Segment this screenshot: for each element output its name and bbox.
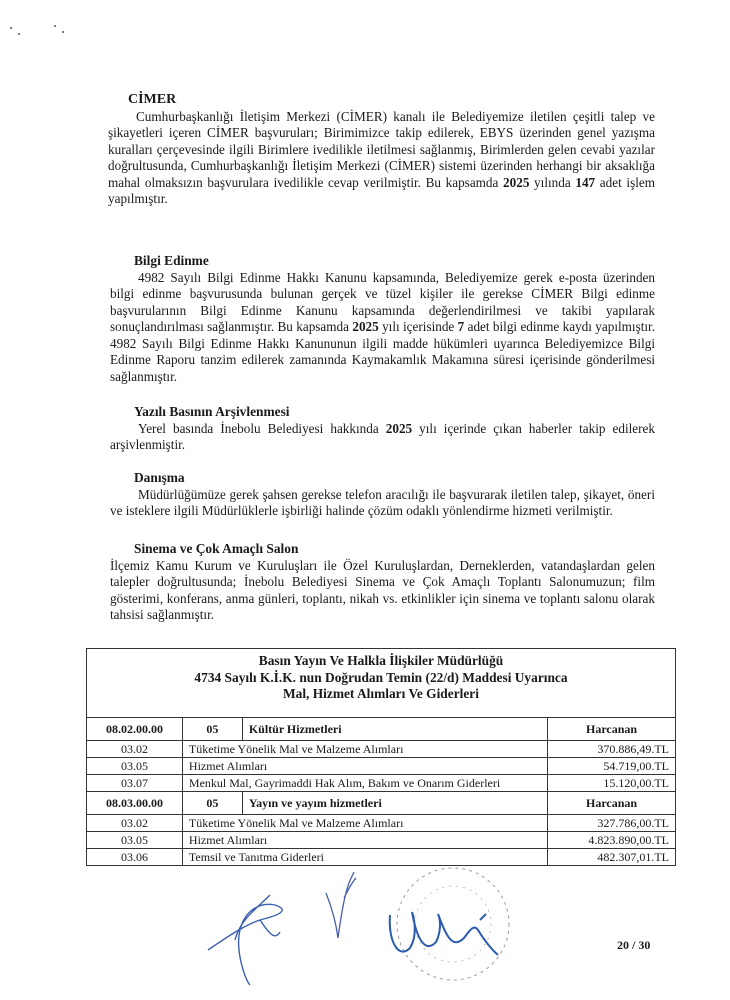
section-paragraph: 4982 Sayılı Bilgi Edinme Hakkı Kanunu kapsamında, Belediyemize gerek e-posta üzerinden bilgi edinme başvurusunda bulunan gerçek ve tüzel kişiler ile gerekse CİMER Bilgi edinme başvurularının Bilgi Edinme Kanunu kapsamında değerlendirilmesi ve takibi yapılarak sonuçlandırılması sağlanmıştır. Bu kapsamda 2025 yılı içerisinde 7 adet bilgi edinme kaydı yapılmıştır. 4982 Sayılı Bilgi Edinme Hakkı Kanununun ilgili madde hükümleri uyarınca Belediyemizce Bilgi Edinme Raporu tanzim edilerek zamanında Kaymakamlık Makamına süresi içerisinde gönderilmesi sağlanmıştır. bbox=[110, 269, 655, 384]
group-code: 08.03.00.00 bbox=[87, 792, 183, 815]
group-code: 08.02.00.00 bbox=[87, 718, 183, 741]
section-heading: Bilgi Edinme bbox=[134, 253, 209, 268]
row-amount: 482.307,01.TL bbox=[548, 849, 676, 866]
section-paragraph: Müdürlüğümüze gerek şahsen gerekse telefon aracılığı ile başvurarak iletilen talep, şikayet, öneri ve isteklere ilgili Müdürlüklerle işbirliği halinde çözüm odaklı yönlendirme hizmeti verilmiştir. bbox=[110, 486, 655, 518]
row-description: Hizmet Alımları bbox=[182, 832, 547, 849]
row-code: 03.07 bbox=[87, 775, 183, 792]
section-paragraph: Cumhurbaşkanlığı İletişim Merkezi (CİMER) kanalı ile Belediyemize iletilen çeşitli talep ve şikayetleri içeren CİMER başvuruları; Birimimizce takip edilerek, EBYS üzerinden genel yazışma kuralları çerçevesinde ilgili Birimlere ivedilikle iletilmesi sağlanmış, Birimlerden gelen cevabi yazılar doğrultusunda, Cumhurbaşkanlığı İletişim Merkezi (CİMER) sistemi üzerinden herhangi bir aksaklığa mahal olmaksızın başvurulara ivedilikle cevap verilmiştir. Bu kapsamda 2025 yılında 147 adet işlem yapılmıştır. bbox=[108, 108, 655, 206]
section-danisma bbox=[110, 470, 655, 520]
table-row bbox=[87, 832, 676, 849]
group-name: Kültür Hizmetleri bbox=[242, 718, 547, 741]
row-amount: 370.886,49.TL bbox=[548, 741, 676, 758]
group-amount-header: Harcanan bbox=[548, 718, 676, 741]
section-yazili-basin bbox=[110, 404, 655, 454]
section-paragraph: İlçemiz Kamu Kurum ve Kuruluşları ile Özel Kuruluşlardan, Derneklerden, vatandaşlardan gelen talepler doğrultusunda; İnebolu Belediyesi Sinema ve Çok Amaçlı Toplantı Salonumuzun; film gösterimi, konferans, anma günleri, toplantı, nikah vs. etkinlikler için sinema ve toplantı salonu olarak tahsisi sağlanmıştır. bbox=[110, 557, 655, 622]
section-cimer bbox=[110, 92, 655, 208]
table-row bbox=[87, 758, 676, 775]
row-description: Tüketime Yönelik Mal ve Malzeme Alımları bbox=[182, 741, 547, 758]
page-number: 20 / 30 bbox=[617, 938, 651, 952]
table-row bbox=[87, 741, 676, 758]
scan-speck bbox=[10, 27, 12, 29]
row-description: Menkul Mal, Gayrimaddi Hak Alım, Bakım ve Onarım Giderleri bbox=[182, 775, 547, 792]
group-sub-code: 05 bbox=[182, 718, 242, 741]
group-header-row bbox=[87, 718, 676, 741]
row-amount: 15.120,00.TL bbox=[548, 775, 676, 792]
section-heading: Danışma bbox=[134, 470, 185, 485]
row-code: 03.05 bbox=[87, 832, 183, 849]
expenses-table bbox=[86, 648, 676, 866]
row-amount: 4.823.890,00.TL bbox=[548, 832, 676, 849]
signature-3-icon bbox=[380, 900, 520, 970]
section-bilgi-edinme bbox=[110, 253, 655, 385]
row-code: 03.06 bbox=[87, 849, 183, 866]
signature-1-icon bbox=[200, 880, 320, 990]
group-amount-header: Harcanan bbox=[548, 792, 676, 815]
section-paragraph: Yerel basında İnebolu Belediyesi hakkında 2025 yılı içerinde çıkan haberler takip edilerek arşivlenmiştir. bbox=[110, 420, 656, 452]
section-sinema bbox=[110, 541, 655, 624]
row-description: Tüketime Yönelik Mal ve Malzeme Alımları bbox=[182, 815, 547, 832]
scan-speck bbox=[62, 31, 64, 33]
table-row bbox=[87, 775, 676, 792]
section-heading: Sinema ve Çok Amaçlı Salon bbox=[134, 541, 299, 556]
group-name: Yayın ve yayım hizmetleri bbox=[242, 792, 547, 815]
row-code: 03.05 bbox=[87, 758, 183, 775]
table-title: Basın Yayın Ve Halkla İlişkiler Müdürlüğü 4734 Sayılı K.İ.K. nun Doğrudan Temin (22/d) Maddesi Uyarınca Mal, Hizmet Alımları Ve Giderleri bbox=[87, 649, 676, 718]
row-amount: 54.719,00.TL bbox=[548, 758, 676, 775]
table-row bbox=[87, 815, 676, 832]
table-row bbox=[87, 849, 676, 866]
scan-speck bbox=[18, 33, 20, 35]
row-code: 03.02 bbox=[87, 815, 183, 832]
section-heading: Yazılı Basının Arşivlenmesi bbox=[134, 404, 290, 419]
row-amount: 327.786,00.TL bbox=[548, 815, 676, 832]
row-description: Hizmet Alımları bbox=[182, 758, 547, 775]
signature-2-icon bbox=[322, 868, 362, 948]
group-header-row bbox=[87, 792, 676, 815]
table-title-row bbox=[87, 649, 676, 718]
group-sub-code: 05 bbox=[182, 792, 242, 815]
section-heading: CİMER bbox=[128, 92, 177, 107]
row-description: Temsil ve Tanıtma Giderleri bbox=[182, 849, 547, 866]
scan-speck bbox=[54, 25, 56, 27]
row-code: 03.02 bbox=[87, 741, 183, 758]
